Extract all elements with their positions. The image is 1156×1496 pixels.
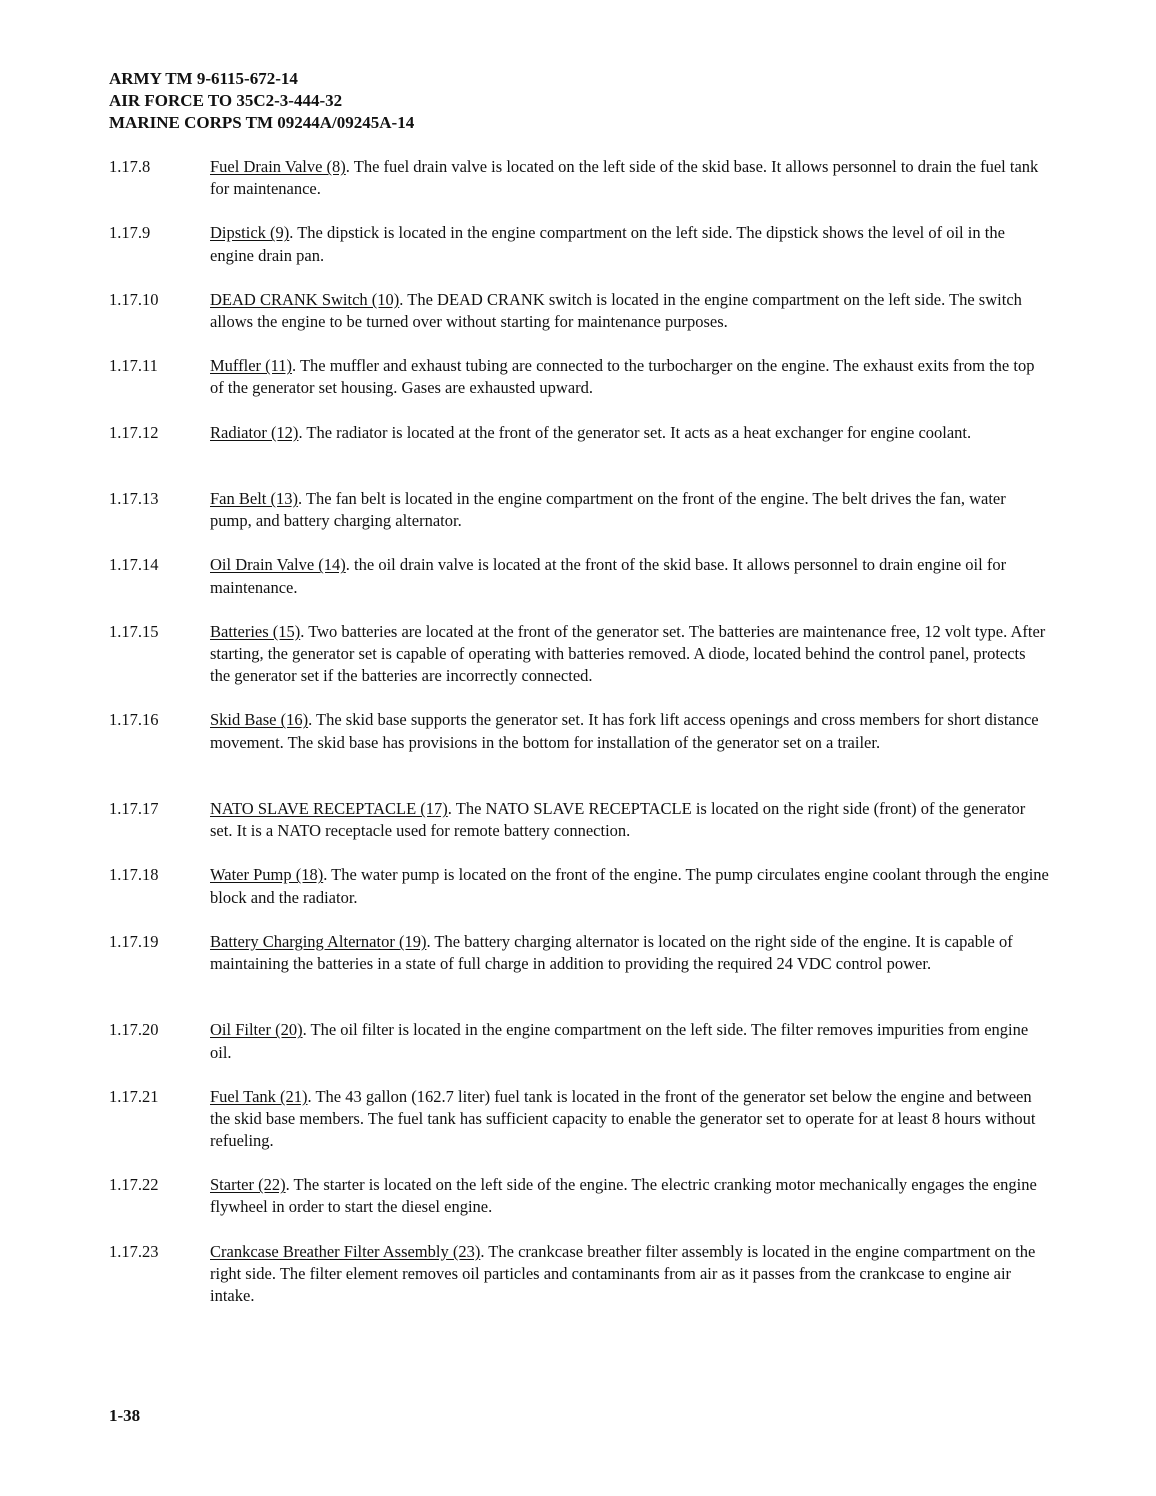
paragraph-number: 1.17.8 — [109, 157, 151, 176]
paragraph-text — [210, 289, 1049, 333]
paragraph-number: 1.17.16 — [109, 710, 159, 730]
paragraph-1-17-20 — [109, 1019, 1049, 1085]
paragraph-body: . The oil filter is located in the engine compartment on the left side. The filter removes impurities from engine oil. — [210, 1020, 1029, 1062]
paragraph-title: Fuel Drain Valve (8) — [210, 157, 346, 176]
document-header — [109, 68, 414, 134]
paragraph-title: Starter (22) — [210, 1175, 286, 1195]
paragraph-body: . The fuel drain valve is located on the left side of the skid base. It allows personnel to drain the fuel tank for maintenance. — [210, 157, 1039, 199]
paragraph-body: . The starter is located on the left side of the engine. The electric cranking motor mechanically engages the engine flywheel in order to start the diesel engine. — [210, 1175, 1037, 1217]
paragraph-title: Fuel Tank (21) — [210, 1086, 308, 1106]
paragraph-body: . The crankcase breather filter assembly is located in the engine compartment on the right side. The filter element removes oil particles and contaminants from air as it passes from the crankcase to engine air intake. — [210, 1241, 1036, 1306]
paragraph-1-17-17 — [109, 798, 1049, 864]
paragraph-1-17-8 — [109, 156, 1049, 222]
paragraph-title: Battery Charging Alternator (19) — [210, 931, 427, 951]
paragraph-text — [210, 422, 1049, 444]
paragraph-title: Skid Base (16) — [210, 710, 309, 730]
paragraph-text — [210, 864, 1049, 908]
paragraph-text — [210, 1241, 1049, 1308]
paragraph-1-17-11 — [109, 355, 1049, 421]
paragraph-number: 1.17.18 — [109, 865, 159, 885]
paragraph-body: . The 43 gallon (162.7 liter) fuel tank is located in the front of the generator set below the engine and between the skid base members. The fuel tank has sufficient capacity to enable the generator set to operate for at least 8 hours without refueling. — [210, 1086, 1036, 1151]
paragraph-number: 1.17.12 — [109, 422, 159, 442]
paragraph-number: 1.17.9 — [109, 223, 151, 243]
paragraph-title: Batteries (15) — [210, 621, 301, 641]
paragraph-body: . The muffler and exhaust tubing are connected to the turbocharger on the engine. The exhaust exits from the top of the generator set housing. Gases are exhausted upward. — [210, 356, 1035, 398]
paragraph-1-17-18 — [109, 864, 1049, 930]
paragraph-title: Oil Filter (20) — [210, 1020, 303, 1040]
paragraph-body: . The radiator is located at the front of the generator set. It acts as a heat exchanger for engine coolant. — [298, 422, 972, 442]
paragraph-1-17-14 — [109, 554, 1049, 620]
paragraph-number: 1.17.13 — [109, 488, 159, 508]
paragraph-text — [210, 1019, 1049, 1063]
paragraph-body: . The skid base supports the generator set. It has fork lift access openings and cross members for short distance movement. The skid base has provisions in the bottom for installation of the generator set on a trailer. — [210, 710, 1039, 752]
paragraph-title: DEAD CRANK Switch (10) — [210, 289, 400, 309]
paragraph-title: Water Pump (18) — [210, 865, 324, 885]
paragraph-text — [210, 554, 1049, 598]
paragraph-text — [210, 798, 1049, 842]
paragraph-1-17-12 — [109, 422, 1049, 488]
paragraph-body: . The fan belt is located in the engine compartment on the front of the engine. The belt drives the fan, water pump, and battery charging alternator. — [210, 488, 1006, 531]
paragraph-title: NATO SLAVE RECEPTACLE (17) — [210, 798, 448, 818]
paragraph-1-17-22 — [109, 1174, 1049, 1240]
paragraph-1-17-16 — [109, 709, 1049, 798]
paragraph-list — [109, 156, 1049, 1329]
paragraph-text — [210, 931, 1049, 975]
paragraph-number: 1.17.15 — [109, 621, 159, 641]
header-air-force-to: AIR FORCE TO 35C2-3-444-32 — [109, 91, 343, 110]
paragraph-number: 1.17.19 — [109, 931, 159, 951]
paragraph-text — [210, 222, 1049, 266]
paragraph-number: 1.17.14 — [109, 555, 159, 575]
paragraph-title: Crankcase Breather Filter Assembly (23) — [210, 1241, 481, 1261]
paragraph-text — [210, 156, 1049, 200]
page-number: 1-38 — [109, 1406, 141, 1425]
header-army-tm: ARMY TM 9-6115-672-14 — [109, 69, 298, 88]
paragraph-1-17-15 — [109, 621, 1049, 710]
paragraph-number: 1.17.17 — [109, 798, 159, 818]
paragraph-text — [210, 621, 1049, 688]
paragraph-title: Oil Drain Valve (14) — [210, 555, 346, 575]
paragraph-1-17-21 — [109, 1086, 1049, 1175]
paragraph-body: . Two batteries are located at the front of the generator set. The batteries are maintenance free, 12 volt type. After starting, the generator set is capable of operating with batteries removed. A diode, located behind the control panel, protects the generator set if the batteries are incorrectly connected. — [210, 621, 1046, 686]
paragraph-1-17-19 — [109, 931, 1049, 1020]
paragraph-1-17-9 — [109, 222, 1049, 288]
paragraph-title: Radiator (12) — [210, 422, 299, 442]
paragraph-number: 1.17.11 — [109, 356, 158, 376]
paragraph-body: . The NATO SLAVE RECEPTACLE is located on the right side (front) of the generator set. It is a NATO receptacle used for remote battery connection. — [210, 798, 1026, 841]
paragraph-title: Fan Belt (13) — [210, 488, 298, 508]
paragraph-number: 1.17.22 — [109, 1175, 159, 1195]
paragraph-number: 1.17.21 — [109, 1086, 159, 1106]
paragraph-body: . the oil drain valve is located at the front of the skid base. It allows personnel to drain engine oil for maintenance. — [210, 555, 1007, 597]
paragraph-number: 1.17.10 — [109, 289, 159, 309]
paragraph-1-17-13 — [109, 488, 1049, 554]
paragraph-body: . The water pump is located on the front of the engine. The pump circulates engine coolant through the engine block and the radiator. — [210, 865, 1049, 907]
paragraph-text — [210, 355, 1049, 399]
paragraph-text — [210, 488, 1049, 532]
paragraph-title: Dipstick (9) — [210, 223, 290, 243]
header-marine-corps-tm: MARINE CORPS TM 09244A/09245A-14 — [109, 113, 415, 132]
paragraph-body: . The battery charging alternator is located on the right side of the engine. It is capable of maintaining the batteries in a state of full charge in addition to providing the required 24 VDC control power. — [210, 931, 1013, 973]
paragraph-text — [210, 1174, 1049, 1218]
paragraph-text — [210, 709, 1049, 753]
paragraph-text — [210, 1086, 1049, 1153]
paragraph-1-17-10 — [109, 289, 1049, 355]
paragraph-number: 1.17.20 — [109, 1020, 159, 1040]
paragraph-body: . The DEAD CRANK switch is located in the engine compartment on the left side. The switch allows the engine to be turned over without starting for maintenance purposes. — [210, 289, 1022, 331]
paragraph-1-17-23 — [109, 1241, 1049, 1330]
paragraph-number: 1.17.23 — [109, 1241, 159, 1261]
paragraph-title: Muffler (11) — [210, 356, 293, 376]
paragraph-body: . The dipstick is located in the engine compartment on the left side. The dipstick shows the level of oil in the engine drain pan. — [210, 223, 1005, 265]
